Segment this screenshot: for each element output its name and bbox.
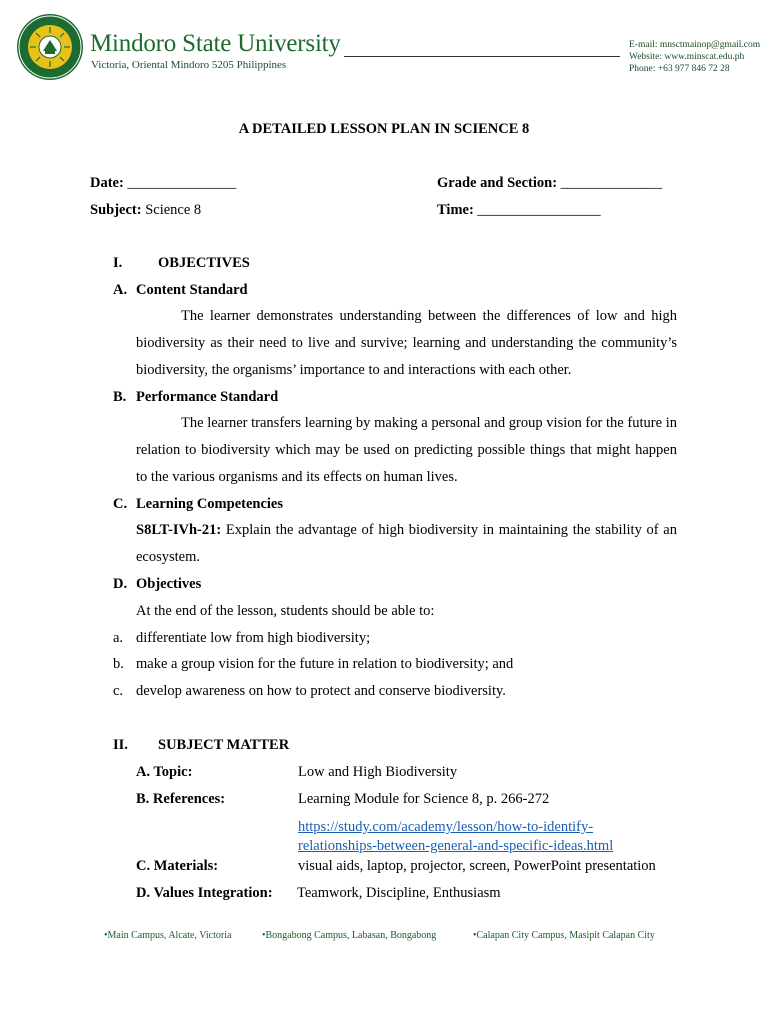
university-name: Mindoro State University bbox=[90, 30, 341, 57]
reference-link[interactable] bbox=[298, 818, 613, 856]
objectives-intro: At the end of the lesson, students should be able to: bbox=[136, 603, 435, 619]
objective-marker: b. bbox=[113, 656, 124, 672]
section-2-heading: SUBJECT MATTER bbox=[158, 737, 290, 753]
content-standard-heading: Content Standard bbox=[136, 282, 248, 298]
document-title: A DETAILED LESSON PLAN IN SCIENCE 8 bbox=[238, 121, 530, 137]
objectives-letter: D. bbox=[113, 576, 128, 592]
objective-item: make a group vision for the future in relation to biodiversity; and bbox=[136, 656, 514, 672]
contact-email: E-mail: mnsctmainop@gmail.com bbox=[629, 40, 761, 50]
contact-website: Website: www.minscat.edu.ph bbox=[629, 52, 745, 62]
learning-competency-text: S8LT-IVh-21: Explain the advantage of high biodiversity in maintaining the stability of an ecosystem. bbox=[136, 522, 677, 565]
references-value: Learning Module for Science 8, p. 266-272 bbox=[298, 791, 550, 807]
learning-competencies-letter: C. bbox=[113, 496, 128, 512]
subject-label: Subject: bbox=[90, 202, 142, 218]
university-address: Victoria, Oriental Mindoro 5205 Philippines bbox=[91, 59, 287, 71]
objective-marker: c. bbox=[113, 683, 124, 699]
grade-section-field bbox=[437, 175, 662, 192]
section-1-heading: OBJECTIVES bbox=[158, 255, 250, 271]
subject-field bbox=[90, 202, 201, 219]
objective-marker: a. bbox=[113, 630, 124, 646]
objectives-heading: Objectives bbox=[136, 576, 202, 592]
references-label: B. References: bbox=[136, 791, 226, 807]
materials-value: visual aids, laptop, projector, screen, PowerPoint presentation bbox=[298, 858, 656, 874]
footer-bongabong-campus: •Bongabong Campus, Labasan, Bongabong bbox=[262, 930, 437, 941]
performance-standard-heading: Performance Standard bbox=[136, 389, 279, 405]
contact-phone: Phone: +63 977 846 72 28 bbox=[629, 64, 730, 74]
subject-value: Science 8 bbox=[145, 202, 202, 218]
topic-value: Low and High Biodiversity bbox=[298, 764, 458, 780]
time-field bbox=[437, 202, 601, 219]
date-blank: _______________ bbox=[127, 175, 237, 191]
competency-code: S8LT-IVh-21: bbox=[136, 522, 222, 538]
time-blank: _________________ bbox=[477, 202, 601, 218]
date-field bbox=[90, 175, 236, 192]
objective-item: develop awareness on how to protect and conserve biodiversity. bbox=[136, 683, 506, 699]
letterhead-rule bbox=[344, 56, 620, 57]
values-integration-value: Teamwork, Discipline, Enthusiasm bbox=[297, 885, 501, 901]
university-seal bbox=[16, 13, 84, 81]
date-label: Date: bbox=[90, 175, 124, 191]
performance-standard-letter: B. bbox=[113, 389, 127, 405]
time-label: Time: bbox=[437, 202, 474, 218]
footer-main-campus: •Main Campus, Alcate, Victoria bbox=[104, 930, 232, 941]
grade-section-label: Grade and Section: bbox=[437, 175, 558, 191]
performance-standard-text: The learner transfers learning by making a personal and group vision for the future in relation to biodiversity which may be used on predicting possible things that might happen to the various organisms and its effects on human lives. bbox=[136, 415, 677, 485]
reference-link-line-2[interactable]: relationships-between-general-and-specific-ideas.html bbox=[298, 838, 614, 854]
grade-section-blank: ______________ bbox=[560, 175, 663, 191]
values-integration-label: D. Values Integration: bbox=[136, 885, 273, 901]
content-standard-text: The learner demonstrates understanding between the differences of low and high biodiversity as their need to live and survive; learning and understanding the community’s biodiversity, the organisms’ importance to and interactions with each other. bbox=[136, 308, 677, 378]
content-standard-letter: A. bbox=[113, 282, 128, 298]
objective-item: differentiate low from high biodiversity; bbox=[136, 630, 371, 646]
learning-competencies-heading: Learning Competencies bbox=[136, 496, 283, 512]
footer-calapan-campus: •Calapan City Campus, Masipit Calapan City bbox=[473, 930, 655, 941]
reference-link-line-1[interactable]: https://study.com/academy/lesson/how-to-identify- bbox=[298, 819, 594, 835]
section-2-number: II. bbox=[113, 737, 128, 753]
topic-label: A. Topic: bbox=[136, 764, 193, 780]
section-1-number: I. bbox=[113, 255, 123, 271]
materials-label: C. Materials: bbox=[136, 858, 219, 874]
